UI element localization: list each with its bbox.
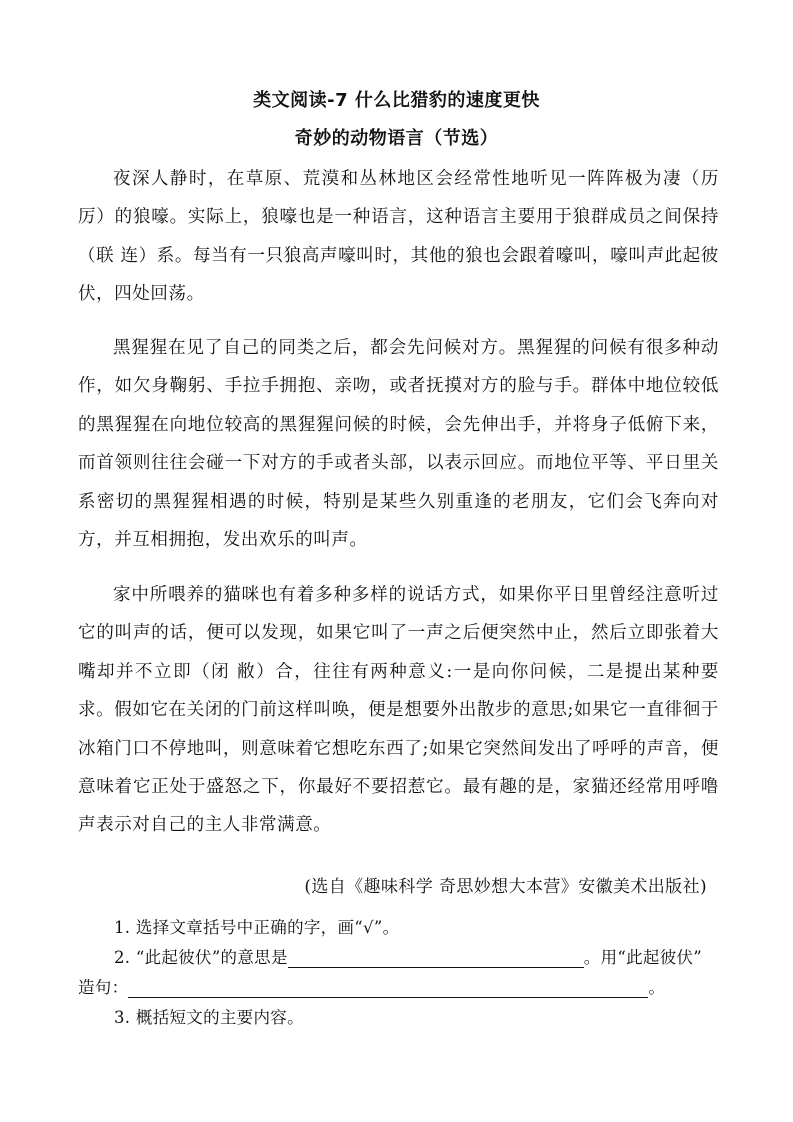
question-2-end: 。 [648,978,666,997]
paragraph-chimpanzee: 黑猩猩在见了自己的同类之后，都会先问候对方。黑猩猩的问候有很多种动作，如欠身鞠躬、手拉手拥抱、亲吻，或者抚摸对方的脸与手。群体中地位较低的黑猩猩在向地位较高的黑猩猩问候的时候，会先伸出手，并将身子低俯下来，而首领则往往会碰一下对方的手或者头部，以表示回应。而地位平等、平日里关系密切的黑猩猩相遇的时候，特别是某些久别重逢的老朋友，它们会飞奔向对方，并互相拥抱，发出欢乐的叫声。 [78,338,719,551]
question-2-sentence-label: 造句： [78,978,129,997]
question-2-sentence [78,974,665,998]
question-1: 1. 选择文章括号中正确的字，画“√”。 [114,918,400,937]
paragraph-cat: 家中所喂养的猫咪也有着多种多样的说话方式，如果你平日里曾经注意听过它的叫声的话，便可以发现，如果它叫了一声之后便突然中止，然后立即张着大嘴却并不立即（闭 敝）合，往往有两种意义:一是向你问候，二是提出某种要求。假如它在关闭的门前这样叫唤，便是想要外出散步的意思;如果它一直徘徊于冰箱门口不停地叫，则意味着它想吃东西了;如果它突然间发出了呼呼的声音，便意味着它正处于盛怒之下，你最好不要招惹它。最有趣的是，家猫还经常用呼噜声表示对自己的主人非常满意。 [78,585,719,836]
question-2-prefix: 2. “此起彼伏”的意思是 [114,948,288,967]
paragraph-wolf: 夜深人静时，在草原、荒漠和丛林地区会经常性地听见一阵阵极为凄（历 厉）的狼嚎。实际上，狼嚎也是一种语言，这种语言主要用于狼群成员之间保持（联 连）系。每当有一只狼高声嚎叫时，其他的狼也会跟着嚎叫，嚎叫声此起彼伏，四处回荡。 [78,169,719,305]
question-3: 3. 概括短文的主要内容。 [114,1008,304,1027]
question-2-middle: 。用“此起彼伏” [583,948,703,967]
source-citation: (选自《趣味科学 奇思妙想大本营》安徽美术出版社) [304,877,707,897]
question-2 [114,944,702,968]
meaning-answer-blank[interactable] [288,949,584,968]
sentence-answer-blank[interactable] [128,979,648,998]
worksheet-title: 类文阅读-7 什么比猎豹的速度更快 [253,90,540,111]
article-title: 奇妙的动物语言（节选） [294,128,499,149]
